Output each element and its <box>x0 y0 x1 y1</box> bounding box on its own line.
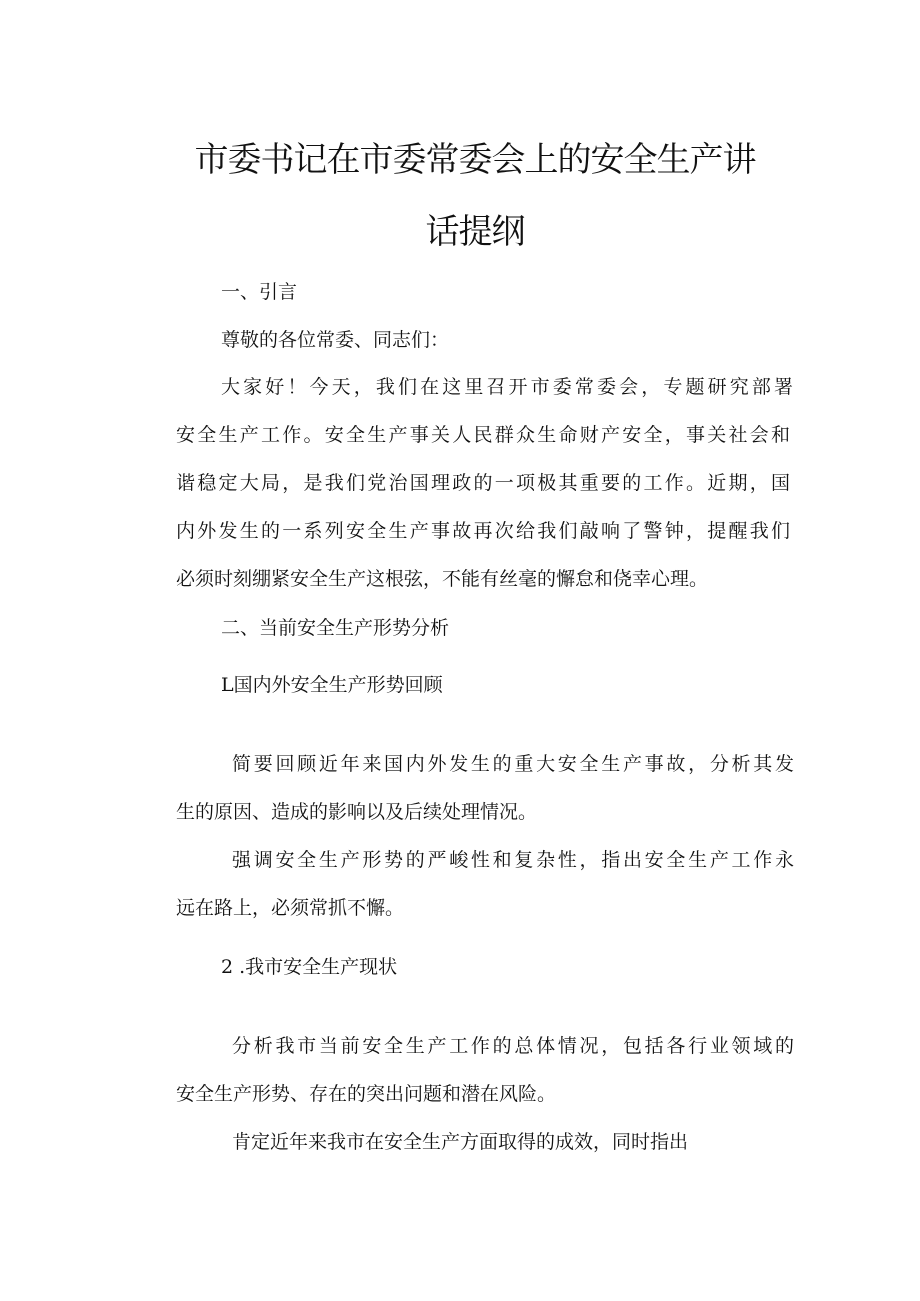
paragraph-line: 必须时刻绷紧安全生产这根弦，不能有丝毫的懈怠和侥幸心理。 <box>176 568 709 590</box>
paragraph-line: 谐稳定大局，是我们党治国理政的一项极其重要的工作。近期，国 <box>176 472 790 494</box>
paragraph-line: 强调安全生产形势的严峻性和复杂性，指出安全生产工作永 <box>232 849 794 871</box>
section-heading-introduction: 一、引言 <box>221 281 298 303</box>
paragraph-line: 大家好！今天，我们在这里召开市委常委会，专题研究部署 <box>221 376 793 398</box>
paragraph-line: 安全生产工作。安全生产事关人民群众生命财产安全，事关社会和 <box>176 424 790 446</box>
document-title-line-1: 市委书记在市委常委会上的安全生产讲 <box>194 140 756 180</box>
paragraph-line: 肯定近年来我市在安全生产方面取得的成效，同时指出 <box>232 1131 689 1153</box>
document-title-line-2: 话提纲 <box>425 212 525 252</box>
paragraph-line: 生的原因、造成的影响以及后续处理情况。 <box>176 801 538 823</box>
paragraph-line: 远在路上，必须常抓不懈。 <box>176 897 405 919</box>
paragraph-line: 简要回顾近年来国内外发生的重大安全生产事故，分析其发 <box>232 753 794 775</box>
subsection-heading-review: L国内外安全生产形势回顾 <box>221 674 443 696</box>
paragraph-line: 安全生产形势、存在的突出问题和潜在风险。 <box>176 1083 557 1105</box>
salutation: 尊敬的各位常委、同志们： <box>221 329 450 351</box>
subsection-heading-city-status: 2 .我市安全生产现状 <box>221 956 398 978</box>
paragraph-line: 内外发生的一系列安全生产事故再次给我们敲响了警钟，提醒我们 <box>176 520 790 542</box>
paragraph-line: 分析我市当前安全生产工作的总体情况，包括各行业领域的 <box>232 1035 794 1057</box>
section-heading-situation-analysis: 二、当前安全生产形势分析 <box>221 617 450 639</box>
